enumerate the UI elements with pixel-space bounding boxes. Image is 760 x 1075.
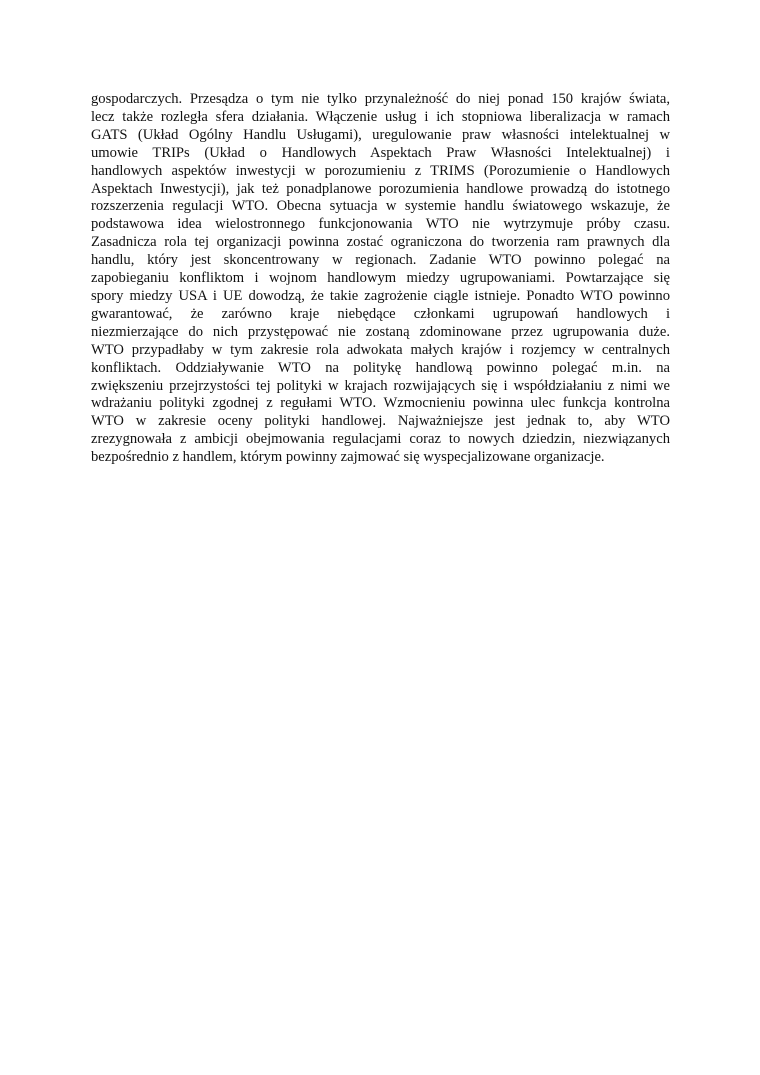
text-line: rozszerzenia regulacji WTO. Obecna sytuacja w systemie handlu światowego wskazuje, że <box>91 198 670 215</box>
text-line: niezmierzające do nich przystępować nie zostaną zdominowane przez ugrupowania duże. <box>91 323 670 340</box>
text-line: GATS (Układ Ogólny Handlu Usługami), uregulowanie praw własności intelektualnej w <box>91 126 670 143</box>
text-line: zapobieganiu konfliktom i wojnom handlowym miedzy ugrupowaniami. Powtarzające się <box>91 270 670 287</box>
text-line: Zasadnicza rola tej organizacji powinna zostać ograniczona do tworzenia ram prawnych dla <box>91 234 670 251</box>
text-line: spory miedzy USA i UE dowodzą, że takie zagrożenie ciągle istnieje. Ponadto WTO powinno <box>91 287 670 304</box>
text-line: zwiększeniu przejrzystości tej polityki w krajach rozwijających się i współdziałaniu z nimi we <box>91 377 670 394</box>
text-line: handlowych aspektów inwestycji w porozumieniu z TRIMS (Porozumienie o Handlowych <box>91 162 670 179</box>
text-line: gwarantować, że zarówno kraje niebędące członkami ugrupowań handlowych i <box>91 305 670 322</box>
text-line: umowie TRIPs (Układ o Handlowych Aspektach Praw Własności Intelektualnej) i <box>91 144 670 161</box>
text-line: Aspektach Inwestycji), jak też ponadplanowe porozumienia handlowe prowadzą do istotnego <box>91 180 670 197</box>
text-line: konfliktach. Oddziaływanie WTO na politykę handlową powinno polegać m.in. na <box>91 359 670 376</box>
text-line: WTO w zakresie oceny polityki handlowej. Najważniejsze jest jednak to, aby WTO <box>91 413 670 430</box>
text-line: gospodarczych. Przesądza o tym nie tylko przynależność do niej ponad 150 krajów świata, <box>91 91 670 107</box>
text-line: lecz także rozległa sfera działania. Włączenie usług i ich stopniowa liberalizacja w ramach <box>91 108 670 125</box>
text-line: zrezygnowała z ambicji obejmowania regulacjami coraz to nowych dziedzin, niezwiązanych <box>91 431 670 448</box>
text-line: WTO przypadłaby w tym zakresie rola adwokata małych krajów i rozjemcy w centralnych <box>91 341 670 358</box>
text-line: bezpośrednio z handlem, którym powinny zajmować się wyspecjalizowane organizacje. <box>91 449 605 466</box>
body-paragraph <box>91 91 670 467</box>
text-line: podstawowa idea wielostronnego funkcjonowania WTO nie wytrzymuje próby czasu. <box>91 216 670 233</box>
text-line: handlu, który jest skoncentrowany w regionach. Zadanie WTO powinno polegać na <box>91 252 670 269</box>
text-line: wdrażaniu polityki zgodnej z regułami WTO. Wzmocnieniu powinna ulec funkcja kontrolna <box>91 395 670 412</box>
